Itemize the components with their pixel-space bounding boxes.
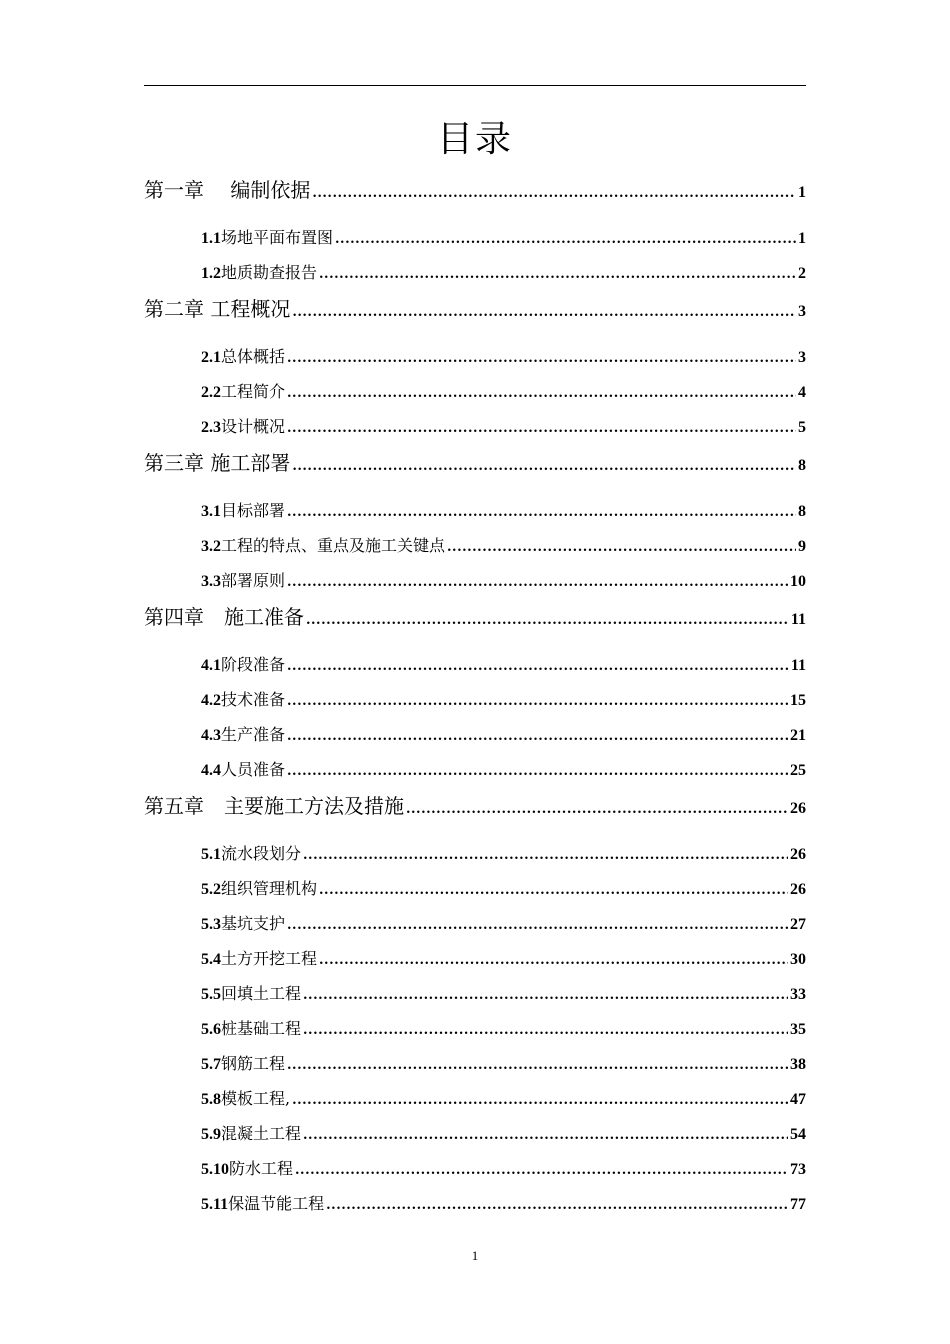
page-number: 1 <box>471 1248 479 1263</box>
section-number: 3.1 <box>201 503 221 520</box>
section-number: 2.3 <box>201 419 221 436</box>
section-title: 场地平面布置图 <box>221 228 334 247</box>
toc-title: 目录 <box>436 119 513 160</box>
section-number: 5.10 <box>201 1161 229 1178</box>
section-title: 部署原则 <box>221 571 286 590</box>
toc-section-entry[interactable] <box>144 1186 806 1221</box>
dot-leader <box>306 602 789 640</box>
section-number: 5.1 <box>201 846 221 863</box>
toc-section-entry[interactable] <box>144 1116 806 1151</box>
section-number: 5.8 <box>201 1091 221 1108</box>
dot-leader <box>287 411 796 446</box>
section-title: 设计概况 <box>221 417 286 436</box>
section-title: 人员准备 <box>221 760 286 779</box>
section-page-number: 73 <box>790 1161 806 1178</box>
section-number: 2.1 <box>201 349 221 366</box>
toc-section-entry[interactable] <box>144 1151 806 1186</box>
section-page-number: 3 <box>798 349 806 366</box>
chapter-label: 第五章 主要施工方法及措施 <box>144 794 404 818</box>
toc-chapter-entry[interactable] <box>144 290 806 328</box>
dot-leader <box>303 978 788 1013</box>
section-number: 5.4 <box>201 951 221 968</box>
section-number: 5.2 <box>201 881 221 898</box>
section-number: 5.11 <box>201 1196 229 1213</box>
section-page-number: 1 <box>798 230 806 247</box>
table-of-contents <box>144 171 806 1221</box>
dot-leader <box>287 565 788 600</box>
section-number: 3.2 <box>201 538 221 555</box>
toc-section-entry[interactable] <box>144 220 806 255</box>
section-title: 地质勘查报告 <box>221 263 318 282</box>
dot-leader <box>319 873 788 908</box>
section-page-number: 15 <box>790 692 806 709</box>
chapter-label: 第二章 工程概况 <box>144 297 291 321</box>
section-page-number: 11 <box>790 657 806 674</box>
section-page-number: 26 <box>790 881 806 898</box>
toc-section-entry[interactable] <box>144 871 806 906</box>
section-title: 工程简介 <box>221 382 286 401</box>
section-number: 4.3 <box>201 727 221 744</box>
dot-leader <box>287 1048 788 1083</box>
section-page-number: 10 <box>790 573 806 590</box>
section-title: 混凝土工程 <box>221 1124 302 1143</box>
section-title: 防水工程 <box>229 1159 294 1178</box>
section-page-number: 33 <box>790 986 806 1003</box>
dot-leader <box>319 257 796 292</box>
toc-section-entry[interactable] <box>144 941 806 976</box>
section-page-number: 30 <box>790 951 806 968</box>
dot-leader <box>319 943 788 978</box>
section-number: 3.3 <box>201 573 221 590</box>
chapter-page-number: 8 <box>798 457 806 474</box>
section-number: 4.2 <box>201 692 221 709</box>
toc-section-entry[interactable] <box>144 682 806 717</box>
dot-leader <box>292 294 796 332</box>
section-page-number: 27 <box>790 916 806 933</box>
section-page-number: 9 <box>798 538 806 555</box>
section-page-number: 54 <box>790 1126 806 1143</box>
chapter-page-number: 3 <box>798 303 806 320</box>
dot-leader <box>287 684 788 719</box>
dot-leader <box>287 341 796 376</box>
toc-section-entry[interactable] <box>144 647 806 682</box>
section-title: 总体概括 <box>221 347 286 366</box>
dot-leader <box>287 495 796 530</box>
section-title: 阶段准备 <box>221 655 286 674</box>
section-number: 4.1 <box>201 657 221 674</box>
chapter-page-number: 1 <box>798 184 806 201</box>
dot-leader <box>303 838 788 873</box>
toc-section-entry[interactable] <box>144 1011 806 1046</box>
section-title: 桩基础工程 <box>221 1019 302 1038</box>
section-page-number: 2 <box>798 265 806 282</box>
toc-chapter-entry[interactable] <box>144 444 806 482</box>
section-number: 5.3 <box>201 916 221 933</box>
toc-section-entry[interactable] <box>144 493 806 528</box>
header-rule <box>144 85 806 86</box>
section-number: 5.7 <box>201 1056 221 1073</box>
dot-leader <box>406 791 788 829</box>
section-page-number: 5 <box>798 419 806 436</box>
dot-leader <box>292 448 796 486</box>
section-title: 基坑支护 <box>221 914 286 933</box>
section-page-number: 8 <box>798 503 806 520</box>
section-page-number: 4 <box>798 384 806 401</box>
section-title: 流水段划分 <box>221 844 302 863</box>
toc-chapter-entry[interactable] <box>144 598 806 636</box>
toc-chapter-entry[interactable] <box>144 787 806 825</box>
dot-leader <box>287 376 796 411</box>
section-page-number: 25 <box>790 762 806 779</box>
toc-section-entry[interactable] <box>144 339 806 374</box>
toc-section-entry[interactable] <box>144 752 806 787</box>
dot-leader <box>447 530 796 565</box>
section-page-number: 26 <box>790 846 806 863</box>
toc-section-entry[interactable] <box>144 528 806 563</box>
dot-leader <box>295 1153 788 1188</box>
toc-chapter-entry[interactable] <box>144 171 806 209</box>
section-title: 目标部署 <box>221 501 286 520</box>
section-title: 组织管理机构 <box>221 879 318 898</box>
dot-leader <box>292 1083 788 1118</box>
section-page-number: 35 <box>790 1021 806 1038</box>
dot-leader <box>303 1013 788 1048</box>
section-page-number: 77 <box>790 1196 806 1213</box>
toc-section-entry[interactable] <box>144 836 806 871</box>
dot-leader <box>287 719 788 754</box>
dot-leader <box>335 222 796 257</box>
toc-section-entry[interactable] <box>144 1046 806 1081</box>
dot-leader <box>303 1118 788 1153</box>
section-number: 1.2 <box>201 265 221 282</box>
section-title: 回填土工程 <box>221 984 302 1003</box>
section-title: 保温节能工程 <box>228 1194 325 1213</box>
section-number: 5.6 <box>201 1021 221 1038</box>
toc-section-entry[interactable] <box>144 906 806 941</box>
dot-leader <box>326 1188 788 1223</box>
section-title: 钢筋工程 <box>221 1054 286 1073</box>
section-title: 土方开挖工程 <box>221 949 318 968</box>
chapter-page-number: 11 <box>790 611 806 628</box>
dot-leader <box>287 649 789 684</box>
chapter-label: 第三章 施工部署 <box>144 451 291 475</box>
section-page-number: 47 <box>790 1091 806 1108</box>
chapter-page-number: 26 <box>790 800 806 817</box>
section-number: 1.1 <box>201 230 221 247</box>
section-number: 5.5 <box>201 986 221 1003</box>
section-title: 模板工程, <box>221 1089 291 1108</box>
section-number: 5.9 <box>201 1126 221 1143</box>
toc-section-entry[interactable] <box>144 374 806 409</box>
toc-section-entry[interactable] <box>144 1081 806 1116</box>
toc-section-entry[interactable] <box>144 255 806 290</box>
toc-section-entry[interactable] <box>144 409 806 444</box>
section-number: 2.2 <box>201 384 221 401</box>
toc-section-entry[interactable] <box>144 976 806 1011</box>
toc-section-entry[interactable] <box>144 717 806 752</box>
toc-section-entry[interactable] <box>144 563 806 598</box>
section-page-number: 21 <box>790 727 806 744</box>
section-title: 技术准备 <box>221 690 286 709</box>
section-number: 4.4 <box>201 762 221 779</box>
dot-leader <box>287 754 788 789</box>
dot-leader <box>287 908 788 943</box>
section-title: 工程的特点、重点及施工关键点 <box>221 536 446 555</box>
section-title: 生产准备 <box>221 725 286 744</box>
dot-leader <box>312 175 796 213</box>
chapter-label: 第一章 编制依据 <box>144 178 311 202</box>
chapter-label: 第四章 施工准备 <box>144 605 304 629</box>
section-page-number: 38 <box>790 1056 806 1073</box>
